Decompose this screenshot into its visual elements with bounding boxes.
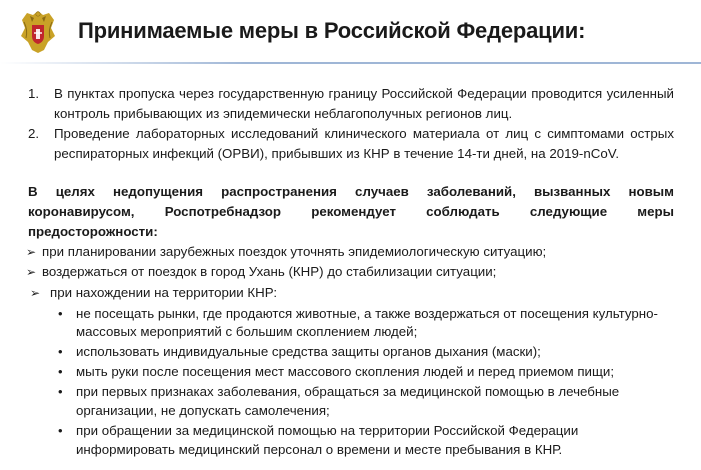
item-text: В пунктах пропуска через государственную границу Российской Федерации проводится усиленный контроль прибывающих из эпидемически неблагополучных регионов лиц. [54, 86, 674, 121]
list-item: использовать индивидуальные средства защиты органов дыхания (маски); [76, 344, 541, 359]
bullet-icon: • [58, 423, 63, 438]
list-item: воздержаться от поездок в город Ухань (КНР) до стабилизации ситуации; [42, 264, 497, 279]
bullet-icon: • [58, 364, 63, 379]
bullet-icon: • [58, 384, 63, 399]
list-item-continuation: информировать медицинский персонал о времени и месте пребывания в КНР. [76, 442, 563, 457]
arrow-bullet-icon: ➢ [26, 265, 37, 279]
bullet-icon: • [58, 306, 63, 321]
item-text: Проведение лабораторных исследований клинического материала от лиц с симптомами острых респираторных инфекций (ОРВИ), прибывших из КНР в течение 14-ти дней, на 2019-nCoV. [54, 126, 674, 161]
arrow-bullet-icon: ➢ [26, 245, 37, 259]
list-item: не посещать рынки, где продаются животные, а также воздержаться от посещения культурно- [76, 306, 658, 321]
item-number: 2. [28, 126, 40, 141]
list-item: при первых признаках заболевания, обращаться за медицинской помощью в лечебные [76, 384, 620, 399]
recommendation-intro: В целях недопущения распространения случаев заболеваний, вызванных новым коронавирусом, Роспотребнадзор рекомендует соблюдать следующие меры предосторожности: [28, 184, 674, 239]
list-item: мыть руки после посещения мест массового скопления людей и перед приемом пищи; [76, 364, 615, 379]
page-title: Принимаемые меры в Российской Федерации: [78, 18, 586, 43]
list-item: при обращении за медицинской помощью на территории Российской Федерации [76, 423, 579, 438]
list-item: при нахождении на территории КНР: [50, 285, 278, 300]
bullet-icon: • [58, 344, 63, 359]
list-item-continuation: организации, не допускать самолечения; [76, 403, 330, 418]
list-item-continuation: массовых мероприятий с большим скоплением людей; [76, 324, 418, 339]
arrow-bullet-icon: ➢ [30, 286, 41, 300]
item-number: 1. [28, 86, 40, 101]
list-item: при планировании зарубежных поездок уточнять эпидемиологическую ситуацию; [42, 244, 547, 259]
